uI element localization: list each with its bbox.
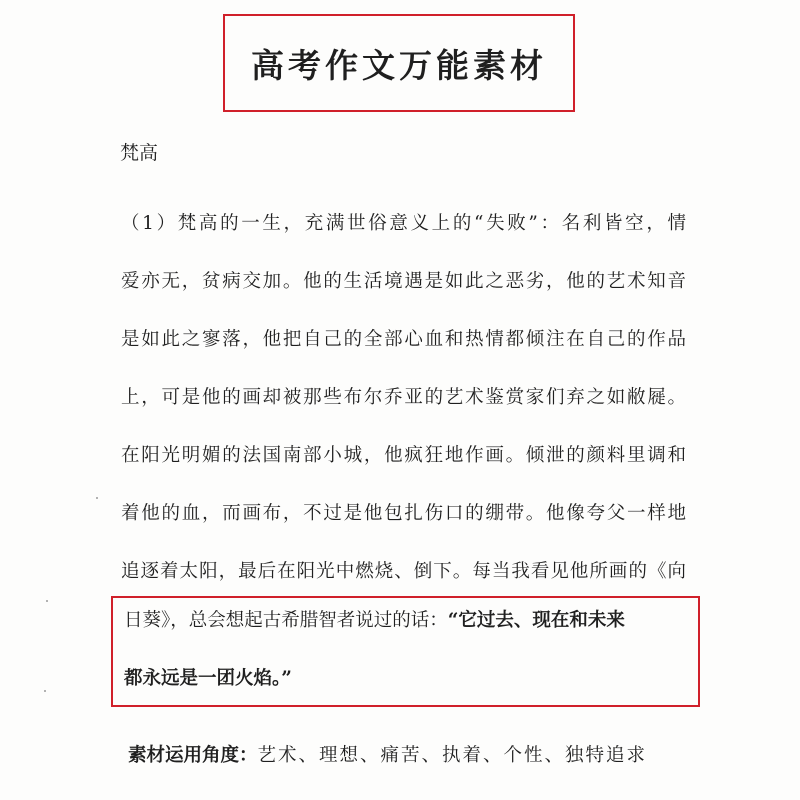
title-frame xyxy=(223,14,575,112)
paragraph-line: 上，可是他的画却被那些布尔乔亚的艺术鉴赏家们弃之如敝屣。 xyxy=(121,387,686,408)
paragraph-line: 追逐着太阳，最后在阳光中燃烧、倒下。每当我看见他所画的《向 xyxy=(121,561,686,582)
quote-highlight-frame xyxy=(111,596,700,707)
quote-line-2: 都永远是一团火焰。” xyxy=(124,668,292,689)
usage-values: 艺术、理想、痛苦、执着、个性、独特追求 xyxy=(257,745,648,766)
paragraph-line: （1）梵高的一生，充满世俗意义上的“失败”：名利皆空，情 xyxy=(121,213,686,234)
paragraph-line: 是如此之寥落，他把自己的全部心血和热情都倾注在自己的作品 xyxy=(121,329,686,350)
usage-label: 素材运用角度： xyxy=(128,745,258,766)
quote-intro-text: 日葵》，总会想起古希腊智者说过的话： xyxy=(124,610,448,631)
usage-angles xyxy=(128,738,647,774)
scan-speck xyxy=(96,497,98,499)
quote-line-1 xyxy=(124,603,625,639)
paragraph-body xyxy=(121,206,686,612)
paragraph-line: 着他的血，而画布，不过是他包扎伤口的绷带。他像夸父一样地 xyxy=(121,503,686,524)
paragraph-line: 爱亦无，贫病交加。他的生活境遇是如此之恶劣，他的艺术知音 xyxy=(121,271,686,292)
paragraph-line: 在阳光明媚的法国南部小城，他疯狂地作画。倾泄的颜料里调和 xyxy=(121,445,686,466)
quote-text-start: “它过去、现在和未来 xyxy=(447,610,625,631)
subject-heading: 梵高 xyxy=(120,142,159,164)
scan-speck xyxy=(46,600,48,602)
page-title: 高考作文万能素材 xyxy=(251,45,547,85)
scan-speck xyxy=(44,690,46,692)
